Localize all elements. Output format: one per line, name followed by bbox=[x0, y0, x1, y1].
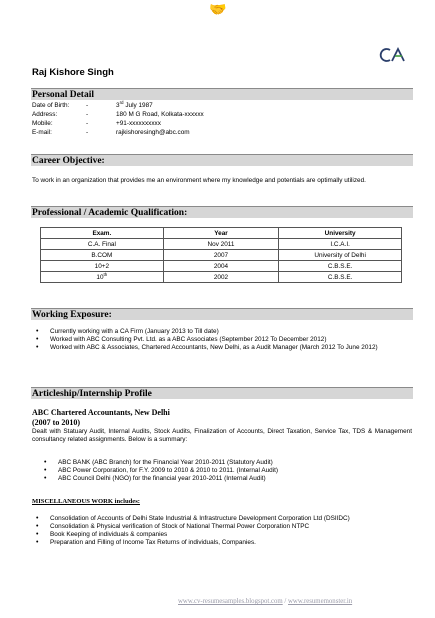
dob-dash: - bbox=[86, 102, 89, 109]
list-item: • Worked with ABC & Associates, Chartered Accountants, New Delhi, as a Audit Manager (March 2012 To June 2012) bbox=[32, 344, 406, 352]
dob-label: Date of Birth: bbox=[32, 102, 70, 109]
misc-list bbox=[32, 515, 414, 547]
col-university: University bbox=[279, 228, 402, 239]
objective-text: To work in an organization that provides me an environment where my knowledge and potentials are optimally utilized. bbox=[32, 177, 366, 184]
mobile-value: +91-xxxxxxxxxx bbox=[116, 120, 161, 127]
section-qualification: Professional / Academic Qualification: bbox=[31, 206, 413, 218]
cell-university: C.B.S.E. bbox=[279, 261, 402, 272]
cell-exam: B.COM bbox=[41, 250, 164, 261]
cell-exam: C.A. Final bbox=[41, 239, 164, 250]
cell-year: Nov 2011 bbox=[163, 239, 279, 250]
cell-university: University of Delhi bbox=[279, 250, 402, 261]
list-item: • ABC Power Corporation, for F.Y. 2009 to 2010 & 2010 to 2011. (Internal Audit) bbox=[40, 467, 400, 475]
col-exam: Exam. bbox=[41, 228, 164, 239]
footer-link-blog[interactable]: www.cv-resumesamples.blogspot.com bbox=[178, 598, 283, 605]
table-row bbox=[41, 272, 402, 283]
section-working-exposure: Working Exposure: bbox=[31, 308, 413, 320]
address-label: Address: bbox=[32, 111, 58, 118]
ca-logo bbox=[379, 46, 409, 64]
cell-university: C.B.S.E. bbox=[279, 272, 402, 283]
articleship-description: Dealt with Statuary Audit, Internal Audits, Stock Audits, Finalization of Accounts, Direct Taxation, Service Tax, TDS & Management consultancy related assignments. Below is a summary: bbox=[32, 428, 412, 443]
mobile-label: Mobile: bbox=[32, 120, 53, 127]
working-list bbox=[32, 328, 406, 352]
table-header-row bbox=[41, 228, 402, 239]
qualification-table bbox=[40, 227, 402, 283]
cell-exam: 10th bbox=[41, 272, 164, 283]
cell-year: 2004 bbox=[163, 261, 279, 272]
list-item: • Book Keeping of individuals & companies bbox=[32, 531, 414, 539]
cell-exam: 10+2 bbox=[41, 261, 164, 272]
list-item: • ABC Council Delhi (NGO) for the financial year 2010-2011 (Internal Audit) bbox=[40, 475, 400, 483]
section-career-objective: Career Objective: bbox=[31, 154, 413, 166]
cell-year: 2002 bbox=[163, 272, 279, 283]
footer-link-resumemonster[interactable]: www.resumemonster.in bbox=[288, 598, 353, 605]
section-articleship: Articleship/Internship Profile bbox=[31, 387, 413, 399]
col-year: Year bbox=[163, 228, 279, 239]
cell-university: I.C.A.I. bbox=[279, 239, 402, 250]
mobile-dash: - bbox=[86, 120, 89, 127]
articleship-list bbox=[40, 459, 400, 483]
cell-year: 2007 bbox=[163, 250, 279, 261]
list-item: • Consolidation of Accounts of Delhi State Industrial & Infrastructure Development Corporation Ltd (DSIIDC) bbox=[32, 515, 414, 523]
list-item: • ABC BANK (ABC Branch) for the Financial Year 2010-2011 (Statutory Audit) bbox=[40, 459, 400, 467]
table-row bbox=[41, 239, 402, 250]
email-dash: - bbox=[86, 129, 89, 136]
address-dash: - bbox=[86, 111, 89, 118]
table-row bbox=[41, 261, 402, 272]
email-label: E-mail: bbox=[32, 129, 52, 136]
misc-heading: MISCELLANEOUS WORK includes: bbox=[32, 498, 140, 505]
list-item: • Worked with ABC Consulting Pvt. Ltd. as a ABC Associates (September 2012 To December 2012) bbox=[32, 336, 406, 344]
list-item: • Currently working with a CA Firm (January 2013 to Till date) bbox=[32, 328, 406, 336]
list-item: • Preparation and Filling of Income Tax Returns of individuals, Companies. bbox=[32, 539, 414, 547]
list-item: • Consolidation & Physical verification of Stock of National Thermal Power Corporation NTPC bbox=[32, 523, 414, 531]
firm-name: ABC Chartered Accountants, New Delhi bbox=[32, 408, 170, 417]
footer bbox=[178, 598, 352, 605]
email-value[interactable]: rajkishoresingh@abc.com bbox=[116, 129, 190, 136]
dob-value: 3rd July 1987 bbox=[116, 99, 153, 109]
section-personal-detail: Personal Detail bbox=[31, 88, 413, 100]
handshake-icon: 🤝 bbox=[209, 2, 227, 18]
address-value: 180 M G Road, Kolkata-xxxxxx bbox=[116, 111, 204, 118]
candidate-name: Raj Kishore Singh bbox=[32, 67, 114, 78]
footer-separator: / bbox=[282, 598, 288, 605]
firm-period: (2007 to 2010) bbox=[32, 418, 80, 427]
table-row bbox=[41, 250, 402, 261]
